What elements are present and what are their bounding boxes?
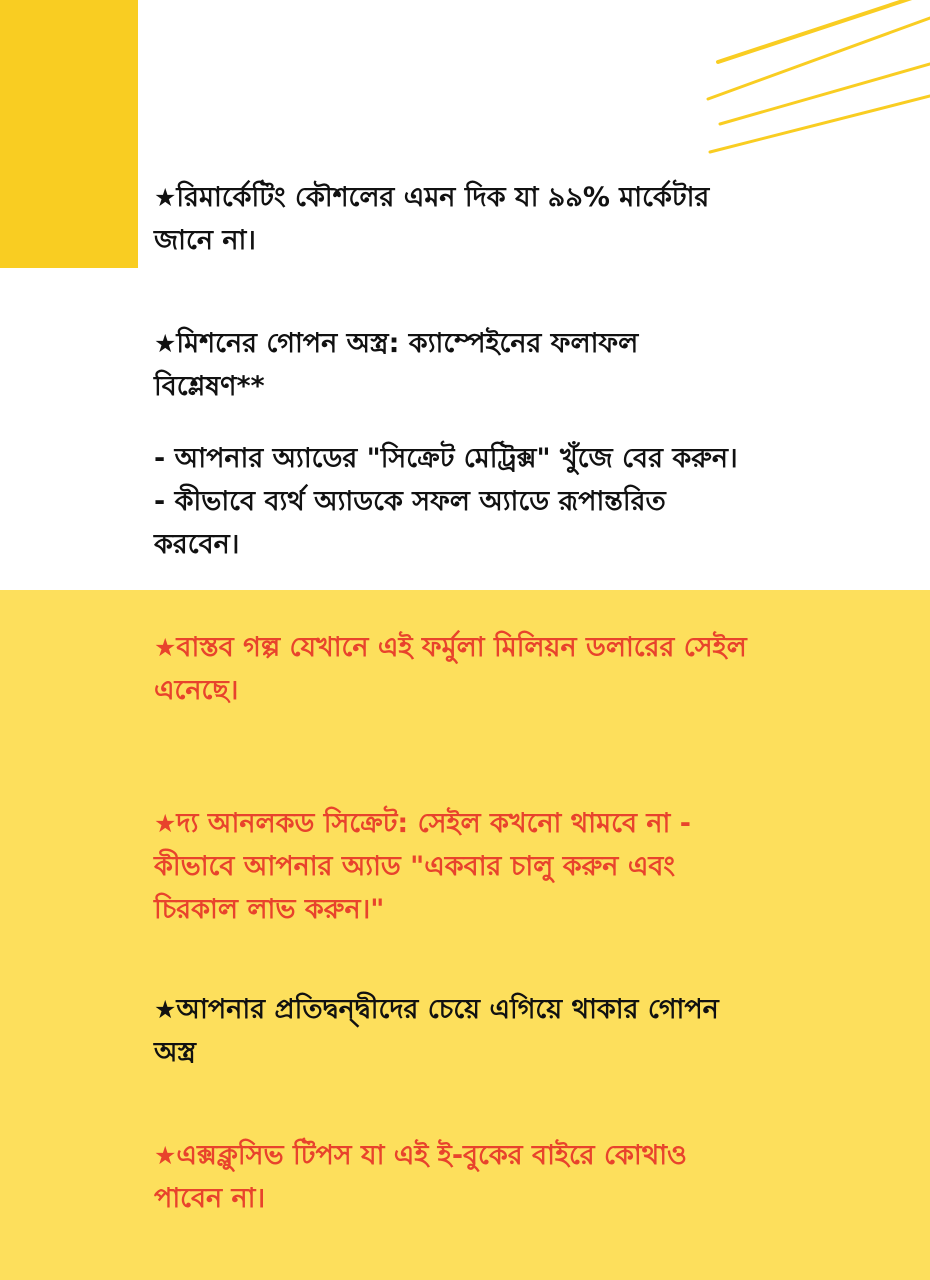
star-icon: ★ — [154, 995, 177, 1024]
feature-item-real-story — [154, 626, 854, 712]
star-icon: ★ — [154, 633, 177, 662]
feature-item-unlocked-secret — [154, 802, 854, 931]
feature-item-exclusive-tips — [154, 1134, 854, 1220]
star-icon: ★ — [154, 329, 177, 358]
feature-item-secret-weapon — [154, 322, 854, 408]
star-icon: ★ — [154, 809, 177, 838]
decorative-lines-icon — [690, 0, 930, 170]
feature-item-text: এক্সক্লুসিভ টিপস যা এই ই-বুকের বাইরে কোথাও পাবেন না। — [154, 1140, 687, 1214]
star-icon: ★ — [154, 183, 177, 212]
star-icon: ★ — [154, 1141, 177, 1170]
yellow-corner-block — [0, 0, 138, 268]
feature-item-competitors — [154, 988, 854, 1074]
feature-item-text: বাস্তব গল্প যেখানে এই ফর্মুলা মিলিয়ন ডলারের সেইল এনেছে। — [154, 632, 747, 706]
feature-item-remarketing — [154, 176, 854, 262]
feature-item-text: মিশনের গোপন অস্ত্র: ক্যাম্পেইনের ফলাফল বিশ্লেষণ** — [154, 328, 639, 402]
feature-item-text: রিমার্কেটিং কৌশলের এমন দিক যা ৯৯% মার্কেটার জানে না। — [154, 182, 710, 256]
feature-item-text: আপনার প্রতিদ্বন্দ্বীদের চেয়ে এগিয়ে থাকার গোপন অস্ত্র — [154, 994, 719, 1068]
feature-item-text: - আপনার অ্যাডের "সিক্রেট মেট্রিক্স" খুঁজে বের করুন। - কীভাবে ব্যর্থ অ্যাডকে সফল অ্যাডে রূপান্তরিত করবেন। — [154, 443, 738, 560]
feature-item-text: দ্য আনলকড সিক্রেট: সেইল কখনো থামবে না - কীভাবে আপনার অ্যাড "একবার চালু করুন এবং চিরকাল লাভ করুন।" — [154, 808, 691, 925]
feature-item-details — [154, 437, 854, 566]
